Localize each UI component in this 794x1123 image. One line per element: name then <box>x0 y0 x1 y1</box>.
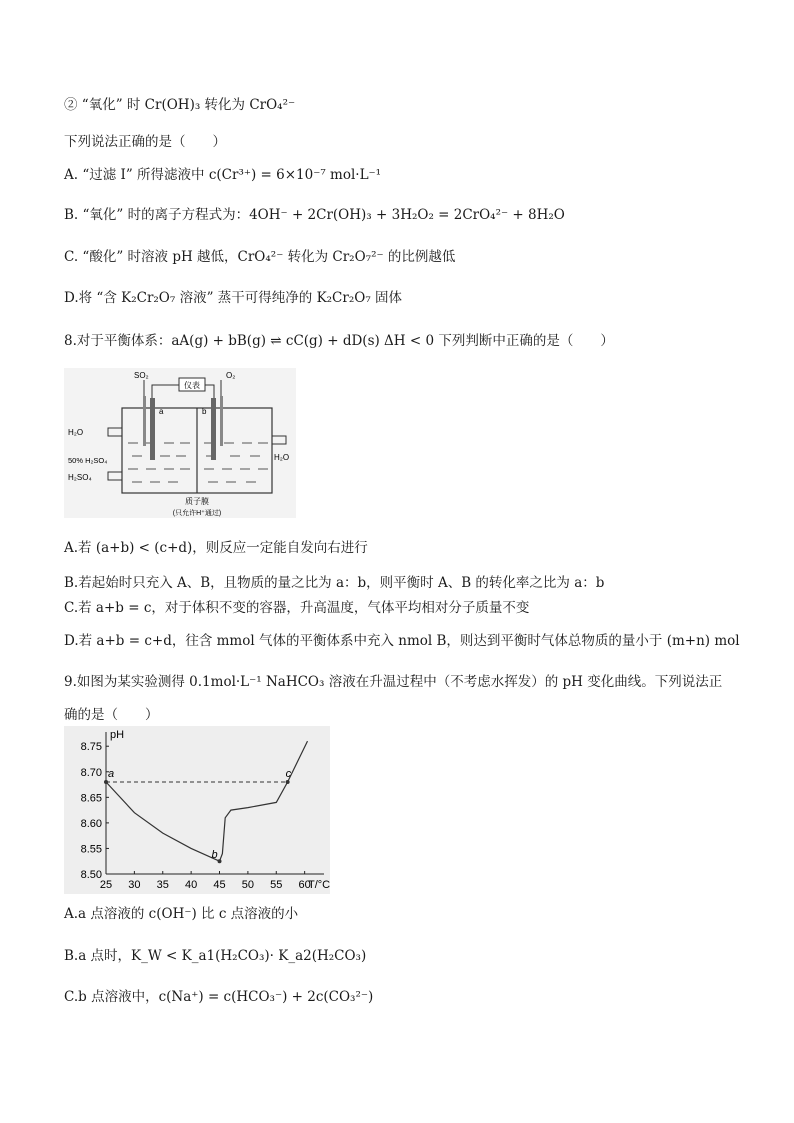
text-oxidation-note: ② “氧化” 时 Cr(OH)₃ 转化为 CrO₄²⁻ <box>64 97 296 113</box>
q8-option-a: A.若 (a+b) < (c+d)，则反应一定能自发向右进行 <box>64 540 368 556</box>
x-tick-label: 55 <box>270 879 283 891</box>
q9-option-b: B.a 点时，K_W < K_a1(H₂CO₃)· K_a2(H₂CO₃) <box>64 948 367 964</box>
point-c <box>286 780 290 784</box>
so2-label: SO₂ <box>134 371 149 380</box>
h2so4-outlet-label: H₂SO₄ <box>68 473 92 482</box>
question-7-prompt: 下列说法正确的是（ ） <box>64 134 226 150</box>
q7-option-d: D.将 “含 K₂Cr₂O₇ 溶液” 蒸干可得纯净的 K₂Cr₂O₇ 固体 <box>64 290 403 306</box>
membrane-note: (只允许H⁺通过) <box>172 510 222 517</box>
y-tick-label: 8.65 <box>80 792 102 805</box>
point-label-c: c <box>285 768 292 780</box>
o2-label: O₂ <box>226 371 236 380</box>
ph-chart-svg <box>64 726 330 894</box>
point-label-a: a <box>108 768 115 780</box>
y-tick-label: 8.75 <box>80 741 102 754</box>
point-label-b: b <box>211 849 218 862</box>
x-tick-label: 45 <box>213 879 226 891</box>
q8-option-b: B.若起始时只充入 A、B，且物质的量之比为 a：b，则平衡时 A、B 的转化率之比为 a：b <box>64 575 605 591</box>
electrode-a <box>150 398 155 460</box>
q8-option-c: C.若 a+b = c，对于体积不变的容器，升高温度，气体平均相对分子质量不变 <box>64 600 530 616</box>
electrolysis-cell-figure <box>64 368 296 518</box>
y-axis-label: pH <box>110 729 125 741</box>
water-inlet-label: H₂O <box>68 428 84 437</box>
electrode-b <box>211 398 216 460</box>
x-tick-label: 40 <box>185 879 198 891</box>
y-tick-label: 8.60 <box>80 817 102 830</box>
x-tick-label: 35 <box>156 879 169 891</box>
x-tick-label: 50 <box>241 879 255 891</box>
question-9-stem: 9.如图为某实验测得 0.1mol·L⁻¹ NaHCO₃ 溶液在升温过程中（不考虑水挥发）的 pH 变化曲线。下列说法正 <box>64 674 723 690</box>
point-b <box>218 859 222 863</box>
cell-diagram <box>64 368 296 518</box>
x-tick-label: 30 <box>128 879 141 891</box>
electrode-a-label: a <box>159 407 164 416</box>
q9-option-c: C.b 点溶液中，c(Na⁺) = c(HCO₃⁻) + 2c(CO₃²⁻) <box>64 989 374 1005</box>
ph-chart <box>64 726 330 894</box>
membrane-label: 质子膜 <box>185 497 209 506</box>
point-a <box>104 780 108 784</box>
x-axis-label: T/°C <box>308 879 330 891</box>
water-right-label: H₂O <box>274 453 290 462</box>
instrument-label: 仪表 <box>184 381 200 390</box>
h2so4-50-label: 50% H₂SO₄ <box>68 456 108 465</box>
q7-option-b: B. “氧化” 时的离子方程式为：4OH⁻ + 2Cr(OH)₃ + 3H₂O₂ = 2CrO₄²⁻ + 8H₂O <box>64 207 565 223</box>
y-tick-label: 8.70 <box>80 766 102 779</box>
question-8-stem: 8.对于平衡体系：aA(g) + bB(g) ⇌ cC(g) + dD(s) ΔH < 0 下列判断中正确的是（ ） <box>64 333 614 349</box>
q7-option-a: A. “过滤 I” 所得滤液中 c(Cr³⁺) = 6×10⁻⁷ mol·L⁻¹ <box>64 167 382 183</box>
x-tick-label: 25 <box>99 879 113 891</box>
q8-option-d: D.若 a+b = c+d，往含 mmol 气体的平衡体系中充入 nmol B，则达到平衡时气体总物质的量小于 (m+n) mol <box>64 633 740 649</box>
y-tick-label: 8.50 <box>80 869 102 881</box>
electrode-b-label: b <box>202 407 207 416</box>
question-9-stem-cont: 确的是（ ） <box>64 707 159 723</box>
y-tick-label: 8.55 <box>80 843 102 856</box>
x-tick-label: 60 <box>298 879 311 891</box>
q7-option-c: C. “酸化” 时溶液 pH 越低，CrO₄²⁻ 转化为 Cr₂O₇²⁻ 的比例越低 <box>64 249 456 265</box>
q9-option-a: A.a 点溶液的 c(OH⁻) 比 c 点溶液的小 <box>64 906 299 922</box>
